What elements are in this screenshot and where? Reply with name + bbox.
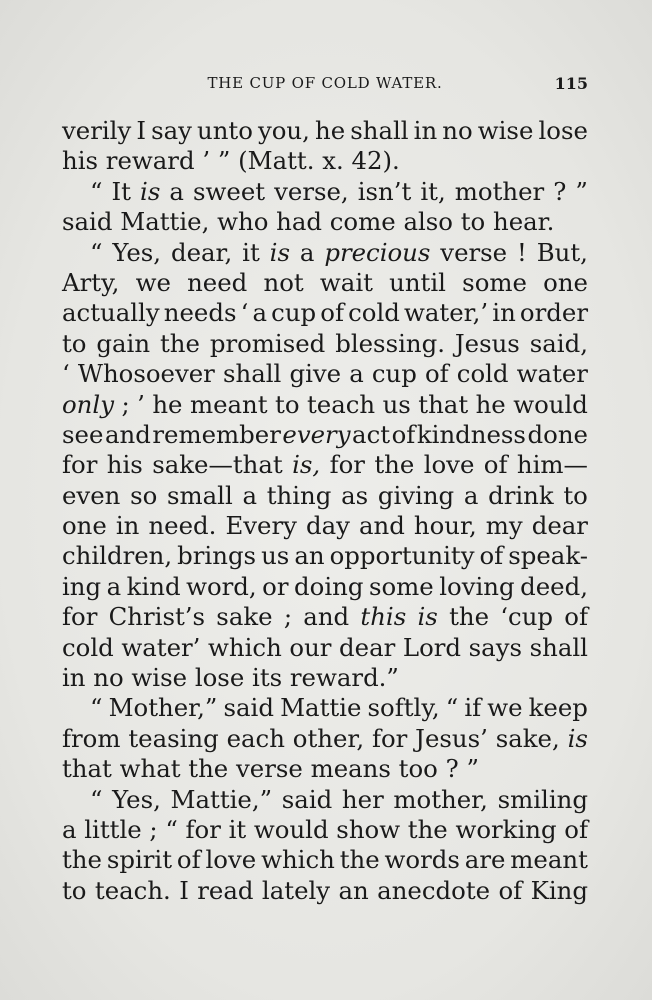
page-header (62, 74, 588, 98)
text-line: cold water’ which our dear Lord says shall (62, 632, 588, 662)
text-line: to gain the promised blessing. Jesus said, (62, 328, 588, 358)
text-line: that what the verse means too ? ” (62, 754, 479, 784)
text-line: his reward ’ ” (Matt. x. 42). (62, 146, 400, 176)
text-line: Arty, we need not wait until some one (62, 267, 588, 297)
text-line: even so small a thing as giving a drink to (62, 480, 588, 510)
text-line: said Mattie, who had come also to hear. (62, 207, 555, 237)
text-line: “ It is a sweet verse, isn’t it, mother ? ” (90, 176, 588, 206)
text-line: one in need. Every day and hour, my dear (62, 511, 588, 541)
text-line: ing a kind word, or doing some loving deed, (62, 571, 588, 601)
text-line: for Christ’s sake ; and this is the ‘cup of (62, 602, 588, 632)
text-line: verily I say unto you, he shall in no wise lose (62, 116, 588, 145)
text-line: for his sake—that is, for the love of him— (62, 450, 588, 480)
text-line: the spirit of love which the words are meant (62, 845, 588, 875)
text-line: see and remember every act of kindness done (62, 419, 588, 449)
text-line: from teasing each other, for Jesus’ sake, is (62, 723, 588, 753)
text-line: “ Yes, Mattie,” said her mother, smiling (90, 784, 588, 814)
body-text (62, 116, 588, 906)
text-line: to teach. I read lately an anecdote of King (62, 875, 588, 905)
text-line: a little ; “ for it would show the working of (62, 814, 588, 844)
text-line: “ Yes, dear, it is a precious verse ! But, (90, 237, 588, 267)
text-line: only ; ’ he meant to teach us that he would (62, 389, 588, 419)
text-line: “ Mother,” said Mattie softly, “ if we keep (90, 693, 588, 723)
text-line: in no wise lose its reward.” (62, 663, 399, 693)
running-head: THE CUP OF COLD WATER. (207, 74, 443, 92)
text-line: ‘ Whosoever shall give a cup of cold water (62, 359, 588, 389)
text-line: children, brings us an opportunity of speak- (62, 541, 588, 571)
text-line: actually needs ‘ a cup of cold water,’ in order (62, 298, 588, 328)
page-number: 115 (554, 74, 588, 93)
